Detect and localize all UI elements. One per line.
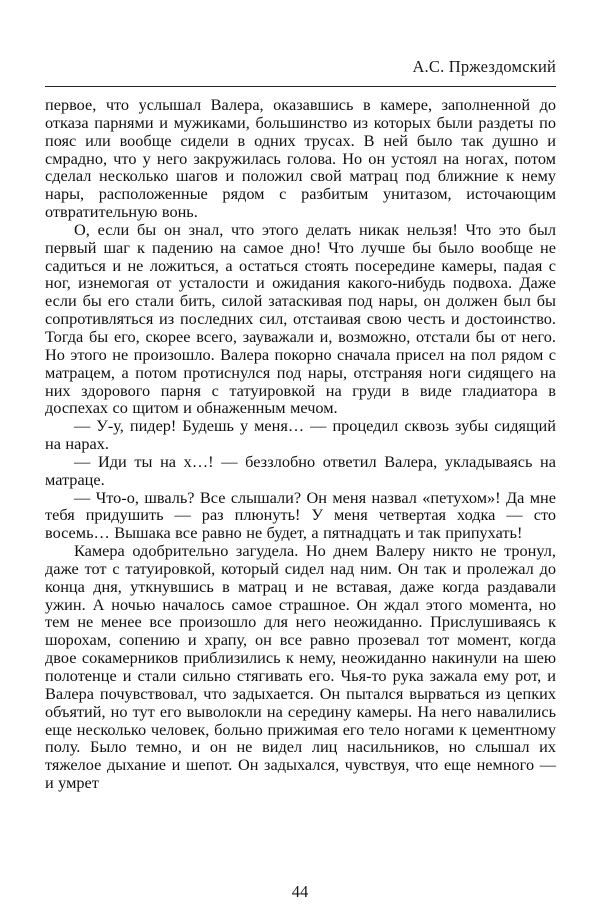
page-number: 44	[291, 882, 309, 901]
author-name: А.С. Пржездомский	[412, 57, 556, 76]
page-body	[45, 96, 556, 792]
paragraph-dialogue: — Что-о, шваль? Все слышали? Он меня назвал «петухом»! Да мне тебя придушить — раз плюнуть! У меня четвертая ходка — сто восемь… Вышака все равно не будет, а пятнадцать и так припухать!	[45, 487, 556, 543]
running-header	[45, 0, 556, 77]
paragraph: Камера одобрительно загудела. Но днем Валеру никто не тронул, даже тот с татуировкой, который сидел над ним. Он так и пролежал до конца дня, уткнувшись в матрац и не вставая, даже когда раздавали ужин. А ночью началось самое страшное. Он ждал этого момента, но тем не менее все произошло для него неожиданно. Прислушиваясь к шорохам, сопению и храпу, он все равно прозевал тот момент, когда двое сокамерников приблизились к нему, неожиданно накинули на шею полотенце и стали сильно стягивать его. Чья-то рука зажала ему рот, и Валера почувствовал, что задыхается. Он пытался вырваться из цепких объятий, но тут его выволокли на середину камеры. На него навалились еще несколько человек, больно прижимая его тело ногами к цементному полу. Было темно, и он не видел лиц насильников, но слышал их тяжелое дыхание и шепот. Он задыхался, чувствуя, что еще немного — и умрет	[45, 541, 556, 793]
paragraph: О, если бы он знал, что этого делать никак нельзя! Что это был первый шаг к падению на самое дно! Что лучше бы было вообще не садиться и не ложиться, а остаться стоять посередине камеры, падая с ног, изнемогая от усталости и ожидания какого-нибудь подвоха. Даже если бы его стали бить, силой затаскивая под нары, он должен был бы сопротивляться из последних сил, отстаивая свою честь и достоинство. Тогда бы его, скорее всего, зауважали и, возможно, отстали бы от него. Но этого не произошло. Валера покорно сначала присел на пол рядом с матрацем, а потом протиснулся под нары, отстраняя ноги сидящего на них здорового парня с татуировкой на груди в виде гладиатора в доспехах со щитом и обнаженным мечом.	[45, 219, 556, 418]
paragraph-dialogue: — Иди ты на х…! — беззлобно ответил Валера, укладываясь на матраце.	[45, 451, 556, 489]
page-footer	[0, 882, 600, 902]
header-divider	[45, 86, 556, 87]
paragraph-dialogue: — У-у, пидер! Будешь у меня… — процедил сквозь зубы сидящий на нарах.	[45, 416, 556, 454]
page-content-area	[45, 0, 556, 924]
paragraph-continuation: первое, что услышал Валера, оказавшись в камере, заполненной до отказа парнями и мужиками, большинство из которых были раздеты по пояс или вообще сидели в одних трусах. В ней было так душно и смрадно, что у него закружилась голова. Но он устоял на ногах, потом сделал несколько шагов и положил свой матрац под ближние к нему нары, расположенные рядом с разбитым унитазом, источающим отвратительную вонь.	[45, 95, 556, 222]
